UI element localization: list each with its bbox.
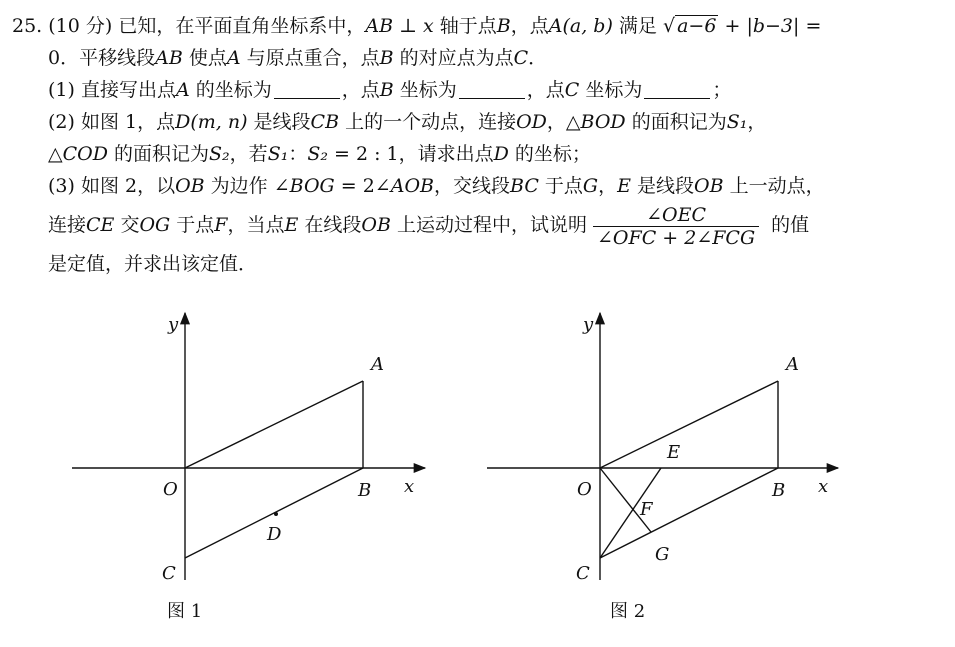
text: (1) 直接写出点	[48, 79, 176, 101]
math: D	[493, 143, 509, 165]
label-y: y	[583, 314, 594, 335]
segment-CB	[600, 468, 778, 558]
text: 上的一个动点，连接	[339, 111, 517, 133]
math: OB	[361, 214, 391, 236]
math: OB	[694, 175, 724, 197]
label-F: F	[640, 499, 653, 520]
label-O: O	[577, 479, 592, 500]
text: 为边作 ∠	[204, 175, 290, 197]
math: A	[226, 47, 241, 69]
label-O: O	[163, 479, 178, 500]
math: A	[175, 79, 190, 101]
math: CB	[310, 111, 340, 133]
text: = 2 : 1，请求出点	[327, 143, 494, 165]
math: OB	[175, 175, 205, 197]
text: ，	[598, 175, 618, 197]
text: 是定值，并求出该定值．	[48, 253, 258, 275]
text: 满足	[612, 15, 657, 37]
math: F	[214, 214, 228, 236]
label-G: G	[655, 544, 670, 565]
text: 连接	[48, 214, 87, 236]
math: A(a, b)	[548, 15, 613, 37]
figure-1-caption: 图 1	[167, 601, 203, 622]
text: ，当点	[227, 214, 285, 236]
fraction-denominator: ∠OFC + 2∠FCG	[597, 226, 756, 249]
text: 使点	[182, 47, 227, 69]
math: BOG	[289, 175, 335, 197]
label-x: x	[404, 476, 415, 497]
text: 是线段	[247, 111, 311, 133]
math: BC	[510, 175, 539, 197]
text: ，点	[526, 79, 565, 101]
text: 的值	[765, 214, 810, 236]
text: 交	[114, 214, 140, 236]
text: 上运动过程中，试说明	[390, 214, 588, 236]
text: 与原点重合，点	[240, 47, 380, 69]
text: ，△	[546, 111, 581, 133]
label-D: D	[267, 524, 282, 545]
math: AB	[155, 47, 183, 69]
figure-2-caption: 图 2	[610, 601, 646, 622]
text: 0．平移线段	[48, 47, 156, 69]
text: ，	[747, 111, 767, 133]
text: (2) 如图 1，点	[48, 111, 176, 133]
math: B	[496, 15, 511, 37]
text: ，交线段	[434, 175, 511, 197]
math: CE	[86, 214, 115, 236]
math: E	[284, 214, 299, 236]
math: G	[582, 175, 599, 197]
text: 在线段	[298, 214, 362, 236]
label-A: A	[786, 354, 799, 375]
text: ，若	[229, 143, 268, 165]
math: AOB	[390, 175, 434, 197]
math: AB ⊥ x	[365, 15, 434, 37]
text: 轴于点	[433, 15, 497, 37]
math: C	[564, 79, 580, 101]
label-x: x	[818, 476, 829, 497]
text: 的坐标；	[508, 143, 591, 165]
text: ，点	[510, 15, 549, 37]
label-A: A	[371, 354, 384, 375]
math: S₂	[307, 143, 328, 165]
math: S₁	[267, 143, 289, 165]
math: OG	[139, 214, 171, 236]
text: 于点	[538, 175, 583, 197]
text: 是线段	[631, 175, 695, 197]
label-y: y	[168, 314, 179, 335]
text: 坐标为	[393, 79, 457, 101]
text: 于点	[170, 214, 215, 236]
sqrt-content: a−6	[677, 15, 717, 37]
math: D(m, n)	[175, 111, 248, 133]
math: B	[379, 47, 394, 69]
text: = 2∠	[334, 175, 391, 197]
point-D	[274, 512, 278, 516]
text: 的面积记为	[107, 143, 210, 165]
problem-score: (10 分)	[48, 15, 113, 37]
text: ：	[288, 143, 308, 165]
text: 的坐标为	[189, 79, 272, 101]
text: 的面积记为	[625, 111, 727, 133]
text: (3) 如图 2，以	[48, 175, 176, 197]
text: ，点	[341, 79, 380, 101]
text: 坐标为	[579, 79, 643, 101]
math: E	[617, 175, 631, 197]
math: S₁	[726, 111, 748, 133]
label-C: C	[162, 563, 176, 584]
label-B: B	[772, 480, 786, 501]
text: △	[48, 143, 63, 165]
text: ．	[528, 47, 548, 69]
text: 的对应点为点	[393, 47, 514, 69]
math: BOD	[580, 111, 626, 133]
label-B: B	[358, 480, 372, 501]
math: B	[379, 79, 394, 101]
fraction-numerator: ∠OEC	[593, 204, 759, 227]
text: 已知，在平面直角坐标系中，	[118, 15, 366, 37]
text: 上一动点，	[723, 175, 825, 197]
text: ；	[712, 79, 732, 101]
math: OD	[516, 111, 547, 133]
sqrt-sign: √	[662, 15, 676, 37]
label-E: E	[667, 442, 681, 463]
segment-OA	[600, 381, 778, 468]
math: C	[513, 47, 529, 69]
math: S₂	[209, 143, 230, 165]
problem-number: 25.	[12, 15, 43, 37]
math: COD	[62, 143, 108, 165]
segment-OA	[185, 381, 363, 468]
abs-part: + |b−3| =	[724, 15, 822, 37]
label-C: C	[576, 563, 590, 584]
